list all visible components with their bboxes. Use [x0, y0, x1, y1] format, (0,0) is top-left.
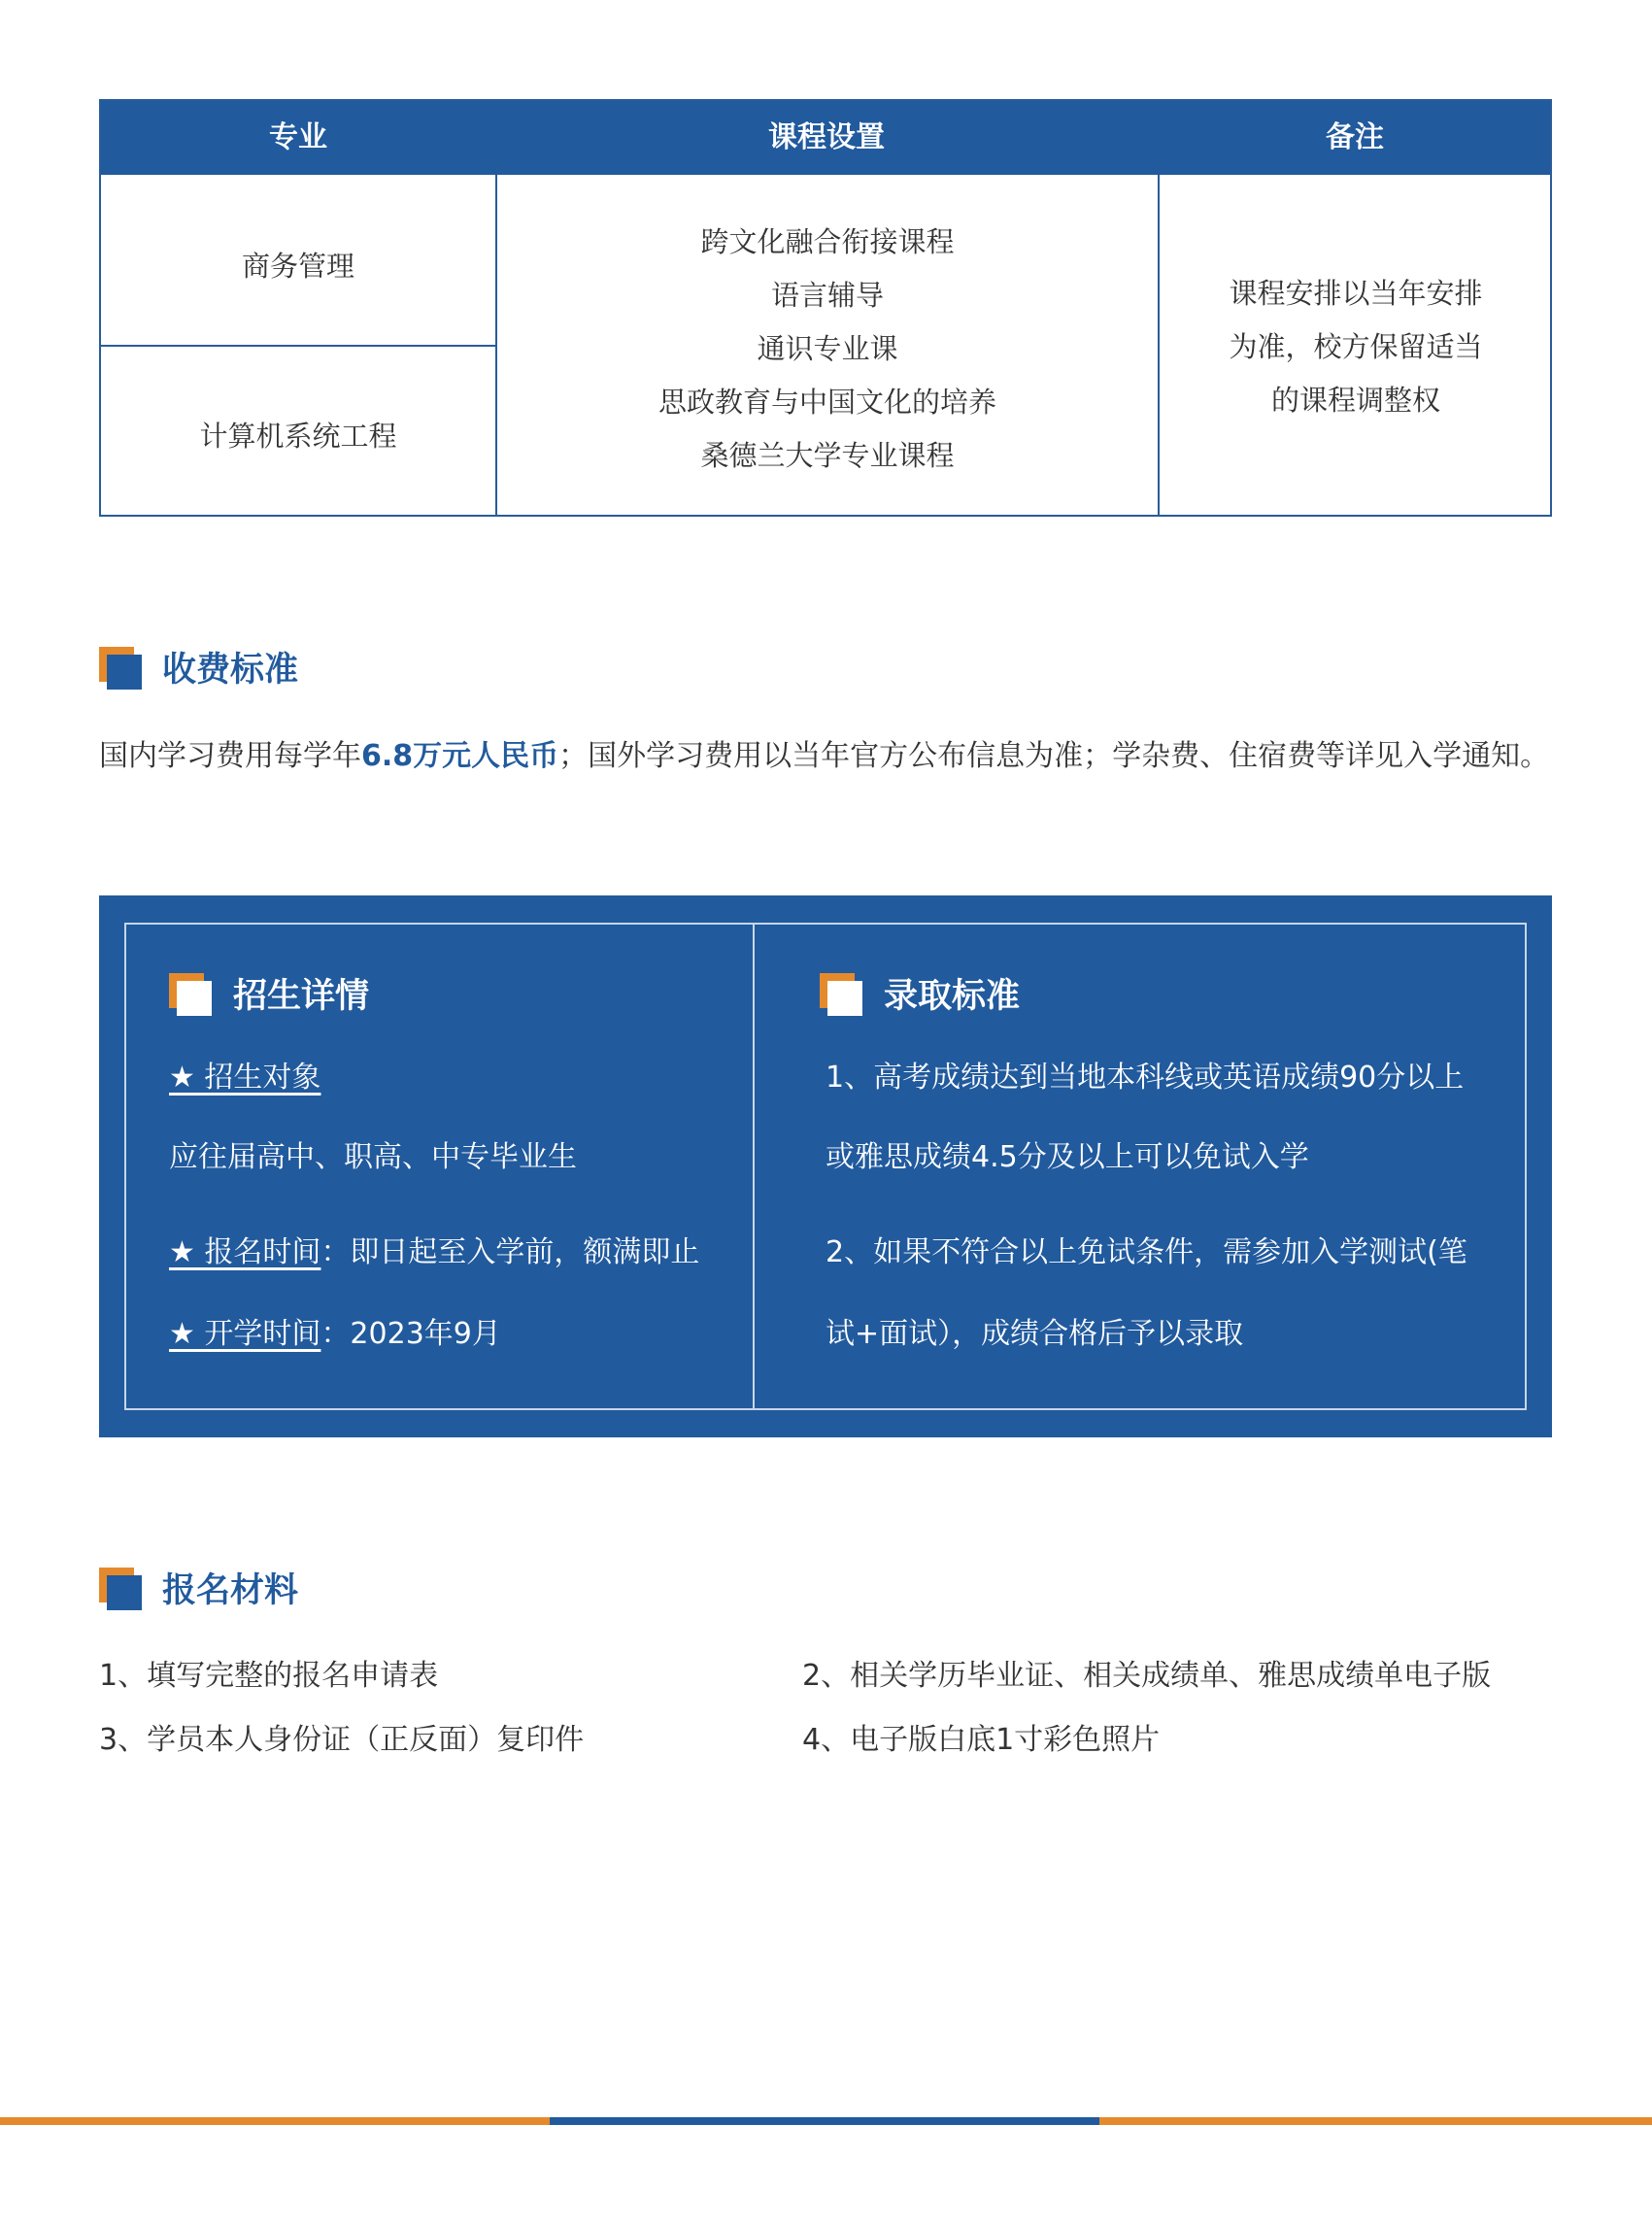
header-major: 专业: [269, 120, 327, 154]
section-square-icon: [169, 973, 212, 1016]
admission-line: 或雅思成绩4.5分及以上可以免试入学: [826, 1140, 1309, 1174]
footer-bar-blue: [550, 2117, 1099, 2125]
footer-bar-orange: [1099, 2117, 1652, 2125]
materials-title: 报名材料: [162, 1571, 299, 1610]
enrollment-target-value: 应往届高中、职高、中专毕业生: [169, 1140, 577, 1174]
material-item: 3、学员本人身份证（正反面）复印件: [99, 1723, 585, 1757]
table-note: [1160, 267, 1552, 427]
table-header: [101, 101, 1550, 175]
course-item: 语言辅导: [770, 279, 884, 312]
course-item: 思政教育与中国文化的培养: [657, 386, 996, 419]
start-label: ★ 开学时间: [169, 1317, 321, 1351]
material-item: 4、电子版白底1寸彩色照片: [802, 1723, 1161, 1757]
panel-divider: [753, 925, 755, 1408]
note-line: 的课程调整权: [1270, 384, 1440, 417]
course-list: [497, 216, 1158, 483]
fees-text-after: ；国外学习费用以当年官方公布信息为准；学杂费、住宿费等详见入学通知。: [558, 739, 1550, 773]
enrollment-title: 招生详情: [233, 977, 370, 1016]
major-business: 商务管理: [241, 250, 354, 283]
fees-highlight: 6.8万元人民币: [361, 739, 559, 773]
row-divider: [101, 345, 495, 347]
course-item: 桑德兰大学专业课程: [700, 439, 955, 472]
admission-title: 录取标准: [884, 977, 1021, 1016]
section-square-icon: [820, 973, 862, 1016]
admission-line: 1、高考成绩达到当地本科线或英语成绩90分以上: [826, 1061, 1465, 1095]
admission-line: 2、如果不符合以上免试条件，需参加入学测试(笔: [826, 1235, 1467, 1269]
admission-line: 试+面试），成绩合格后予以录取: [826, 1317, 1244, 1351]
major-computer: 计算机系统工程: [199, 420, 397, 453]
enrollment-signup: [169, 1231, 699, 1274]
material-item: 1、填写完整的报名申请表: [99, 1659, 439, 1693]
section-square-icon: [99, 1568, 142, 1610]
note-line: 课程安排以当年安排: [1229, 277, 1483, 310]
course-item: 跨文化融合衔接课程: [700, 225, 955, 258]
enrollment-target-label: [169, 1057, 320, 1099]
signup-value: ：即日起至入学前，额满即止: [320, 1235, 700, 1269]
target-label: ★ 招生对象: [169, 1061, 321, 1095]
signup-label: ★ 报名时间: [169, 1235, 321, 1269]
course-item: 通识专业课: [757, 332, 898, 365]
info-panel-frame: [124, 923, 1527, 1410]
header-courses: 课程设置: [768, 120, 885, 154]
header-notes: 备注: [1326, 120, 1384, 154]
start-value: ：2023年9月: [320, 1317, 501, 1351]
fees-text: [99, 734, 1549, 779]
course-table: [99, 99, 1552, 517]
section-square-icon: [99, 647, 142, 690]
footer-bar-orange: [0, 2117, 550, 2125]
note-line: 为准，校方保留适当: [1229, 330, 1483, 363]
fees-text-before: 国内学习费用每学年: [99, 739, 361, 773]
info-panel: [99, 895, 1552, 1437]
enrollment-start: [169, 1313, 501, 1356]
fees-title: 收费标准: [162, 651, 299, 690]
material-item: 2、相关学历毕业证、相关成绩单、雅思成绩单电子版: [802, 1659, 1492, 1693]
